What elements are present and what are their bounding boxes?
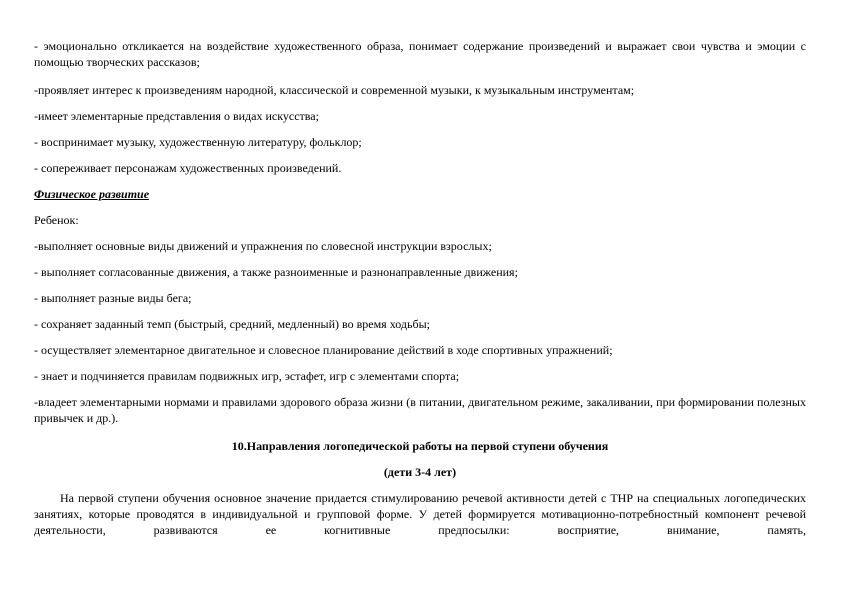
paragraph-perceives-music: - воспринимает музыку, художественную литературу, фольклор; (34, 135, 362, 149)
list-item: - осуществляет элементарное двигательное и словесное планирование действий в ходе спортивных упражнений; (34, 343, 613, 357)
list-item: - знает и подчиняется правилам подвижных игр, эстафет, игр с элементами спорта; (34, 369, 460, 383)
section-subtitle: (дети 3-4 лет) (383, 465, 457, 479)
paragraph-music-interest: -проявляет интерес к произведениям народной, классической и современной музыки, к музыкальным инструментам; (34, 83, 635, 97)
list-item: - сохраняет заданный темп (быстрый, средний, медленный) во время ходьбы; (34, 317, 430, 331)
section-title: 10.Направления логопедической работы на первой ступени обучения (231, 439, 609, 453)
paragraph-emotional-response: - эмоционально откликается на воздействие художественного образа, понимает содержание произведений и выражает свои чувства и эмоции с помощью творческих рассказов; (34, 39, 806, 69)
section-heading-physical-development: Физическое развитие (34, 187, 150, 201)
child-label: Ребенок: (34, 213, 79, 227)
paragraph-art-types: -имеет элементарные представления о видах искусства; (34, 109, 319, 123)
paragraph-empathy: - сопереживает персонажам художественных произведений. (34, 161, 342, 175)
list-item: - выполняет согласованные движения, а также разноименные и разнонаправленные движения; (34, 265, 518, 279)
section-paragraph: На первой ступени обучения основное значение придается стимулированию речевой активности детей с ТНР на специальных логопедических занятиях, которые проводятся в индивидуальной и групповой форме. У детей формируется мотивационно-потребностный компонент речевой деятельности, развиваются ее когнитивные предпосылки: восприятие, внимание, память, (34, 491, 806, 537)
list-item: - выполняет разные виды бега; (34, 291, 192, 305)
list-item: -владеет элементарными нормами и правилами здорового образа жизни (в питании, двигательном режиме, закаливании, при формировании полезных привычек и др.). (34, 395, 806, 425)
list-item: -выполняет основные виды движений и упражнения по словесной инструкции взрослых; (34, 239, 492, 253)
